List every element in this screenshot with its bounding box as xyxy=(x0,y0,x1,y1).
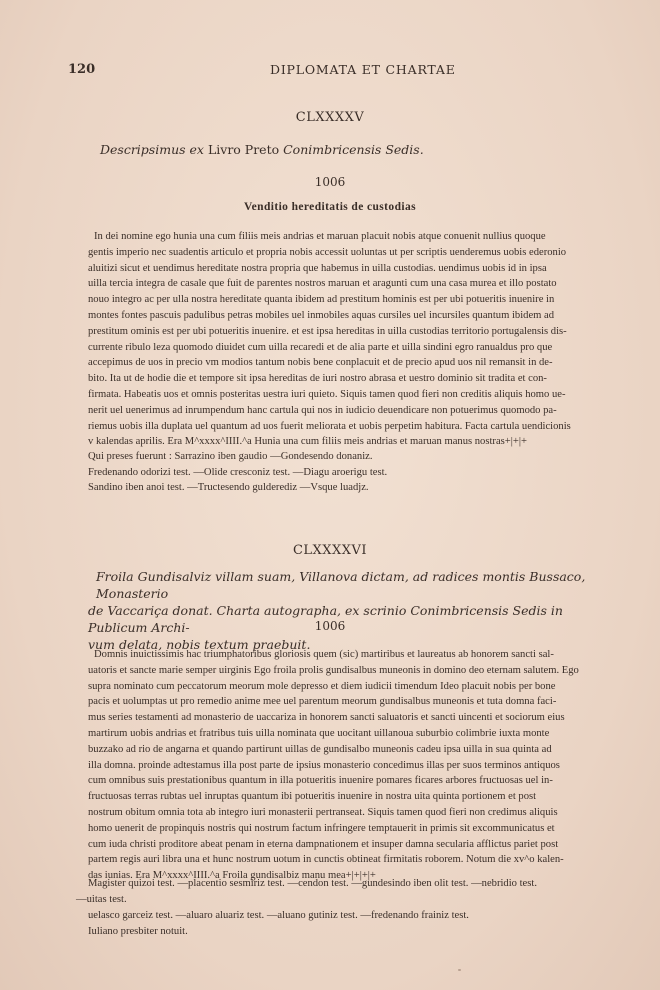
body-line: firmata. Habeatis uos et omnis posteritas uestra iuri quieto. Siquis tamen quod fieri non creditis aliquis homo ue- xyxy=(88,388,566,400)
body-line: supra nominato cum peccatorum meorum mole depresso et diem iudicii timendum Ideo placuit nobis per bone xyxy=(88,680,556,692)
doc1-number: CLXXXXV xyxy=(295,110,365,125)
body-line: uatoris et sancte marie semper uirginis Ego froila prolis gundisalbus muneonis in domino deo eternam salutem. Ego xyxy=(88,664,579,676)
body-line: aluitizi sicut et uendimus hereditate nostra propria que habemus in uilla custodias. uendimus uobis id in ipsa xyxy=(88,262,547,274)
body-line: nouo integro ac per ulla nostra hereditate quanta ibidem ad prestitum hominis est per ubi potueritis inuenire in xyxy=(88,294,555,306)
body-line: In dei nomine ego hunia una cum filiis meis andrias et maruan placuit nobis atque conuenit nullius quoque xyxy=(94,231,546,242)
doc2-signatory-line: Iuliano presbiter notuit. xyxy=(88,926,188,937)
body-line: nostrum obitum omnia tota ab integro iuri monasterii pertranseat. Siquis tamen quod fieri non credimus aliquis xyxy=(88,806,558,818)
doc1-source-post: Conimbricensis Sedis. xyxy=(283,142,424,157)
body-line: riemus uobis illa duplata uel quantum ad uos fuerit meliorata et uobis perpetim habitura. Facta cartula uendicionis xyxy=(88,420,571,432)
page-number: 120 xyxy=(68,62,96,77)
doc1-signatory-line: Qui preses fuerunt : Sarrazino iben gaudio —Gondesendo donaniz. xyxy=(88,451,373,462)
body-line: montes fontes pascuis padulibus petras mobiles uel inmobiles aquas cursiles uel incursiles quantum ibidem ad xyxy=(88,309,555,321)
body-line: bito. Ita ut de hodie die et tempore sit ipsa hereditas de iuri nostro abrasa et uestro dominio sit tradita et con- xyxy=(88,373,547,385)
body-line: currente ribulo leza quomodo diuidet cum uilla recaredi et de alia parte et uilla sindini egro ranualdus pro que xyxy=(88,341,553,353)
doc2-signatory-line: —uitas test. xyxy=(76,894,127,905)
body-line: uilla tercia integra de casale que fuit de parentes nostros maruan et aragunti cum una casa murea et illo postato xyxy=(88,278,557,290)
doc2-source xyxy=(88,568,616,653)
body-line: gentis imperio nec suadentis articulo et propria nobis accessit uoluntas ut per scriptis uenderemus uobis ederonio xyxy=(88,246,567,258)
doc1-text xyxy=(88,229,598,450)
body-line: cum omnibus suis prestationibus quantum in illa potueritis inuenire pomares ficares arbores fructuosas uel in- xyxy=(88,775,553,787)
body-line: pacis et uolumptas ut pro remedio anime mee uel parentum meorum gundisalbus muneonis et tuta domna faci- xyxy=(88,696,557,708)
doc2-signatory-line: Magister quizoi test. —placentio sesmiriz test. —cendon test. —gundesindo iben olit test. —nebridio test. xyxy=(88,878,537,889)
body-line: cum iuda christi proditore abeat penam in eterna dampnationem et insuper damna secularia afflictus pariet post xyxy=(88,838,559,850)
body-line: fructuosas terras rubtas uel inruptas quantum ibi potueritis inuenire in nostra uita quinta portionem et post xyxy=(88,791,537,803)
body-line: prestitum ominis est per ubi potueritis inuenire. et est ipsa hereditas in uilla custodias territorio portugalensis dis- xyxy=(88,325,567,337)
doc1-rubric: Venditio hereditatis de custodias xyxy=(244,201,416,213)
body-line: accepimus de uos in precio vm modios tantum nobis bene conplacuit et de precio apud uos nil remansit in de- xyxy=(88,357,553,369)
paper-speck xyxy=(458,969,461,971)
body-line: mus series testamenti ad monasterio de uaccariza in honorem sancti saluatoris et sancti uincenti et sociorum eius xyxy=(88,712,565,724)
doc2-source-line: de Vaccariça donat. Charta autographa, ex scrinio Conimbricensis Sedis in Publicum Archi- xyxy=(88,603,563,635)
doc2-signatory-line: uelasco garceiz test. —aluaro aluariz test. —aluano gutiniz test. —fredenando frainiz test. xyxy=(88,910,469,921)
body-line: partem regis auri libra una et hunc nostrum uotum in cunctis obtineat firmitatis roborem. Notum die xv^o kalen- xyxy=(88,854,564,866)
doc2-year: 1006 xyxy=(314,619,346,633)
body-line: das iunias. Era M^xxxx^IIII.^a Froila gundisalbiz manu mea+|+|+|+ xyxy=(88,870,376,882)
body-line: martirum uobis andrias et fratribus tuis uilla nominata que uocitant uillanoua suburbio colimbrie iuxta monte xyxy=(88,727,550,739)
body-line: homo uenerit de propinquis nostris qui nostrum factum infringere temptauerit in primis sit excommunicatus et xyxy=(88,822,555,834)
doc1-signatory-line: Sandino iben anoi test. —Tructesendo gulderediz —Vsque luadjz. xyxy=(88,482,369,493)
body-line: nerit uel uenerimus ad inrumpendum hanc cartula qui nos in iudicio deuendicare non potuerimus quomodo pa- xyxy=(88,404,557,416)
doc1-source xyxy=(100,141,424,159)
doc2-source-line: vum delata, nobis textum praebuit. xyxy=(88,637,311,652)
body-line: Domnis inuictissimis hac triumphatoribus gloriosis quem (sic) martiribus et laureatus ab honorem sancti sal- xyxy=(94,649,554,660)
running-title: DIPLOMATA ET CHARTAE xyxy=(270,62,456,77)
doc1-source-pre: Descripsimus ex xyxy=(100,142,204,157)
page-header xyxy=(68,62,602,80)
doc2-number: CLXXXXVI xyxy=(292,543,368,558)
doc1-signatory-line: Fredenando odorizi test. —Olide cresconiz test. —Diagu aroerigu test. xyxy=(88,467,388,478)
body-line: v kalendas aprilis. Era M^xxxx^IIII.^a Hunia una cum filiis meis andrias et maruan manus nostras+|+|+ xyxy=(88,436,527,448)
doc1-source-book: Livro Preto xyxy=(207,142,280,157)
doc2-source-line: Froila Gundisalviz villam suam, Villanova dictam, ad radices montis Bussaco, Monasterio xyxy=(96,569,586,601)
body-line: illa domna. proinde adtestamus illa post parte de ipsius monasterio concedimus illas per suos terminos antiquos xyxy=(88,759,560,771)
doc1-year: 1006 xyxy=(314,175,346,189)
body-line: buzzako ad rio de angarna et quando partirunt uillas de gundisalbo muneonis cadeu ipsa uilla in sua quinta ad xyxy=(88,743,552,755)
doc2-text xyxy=(88,647,598,884)
